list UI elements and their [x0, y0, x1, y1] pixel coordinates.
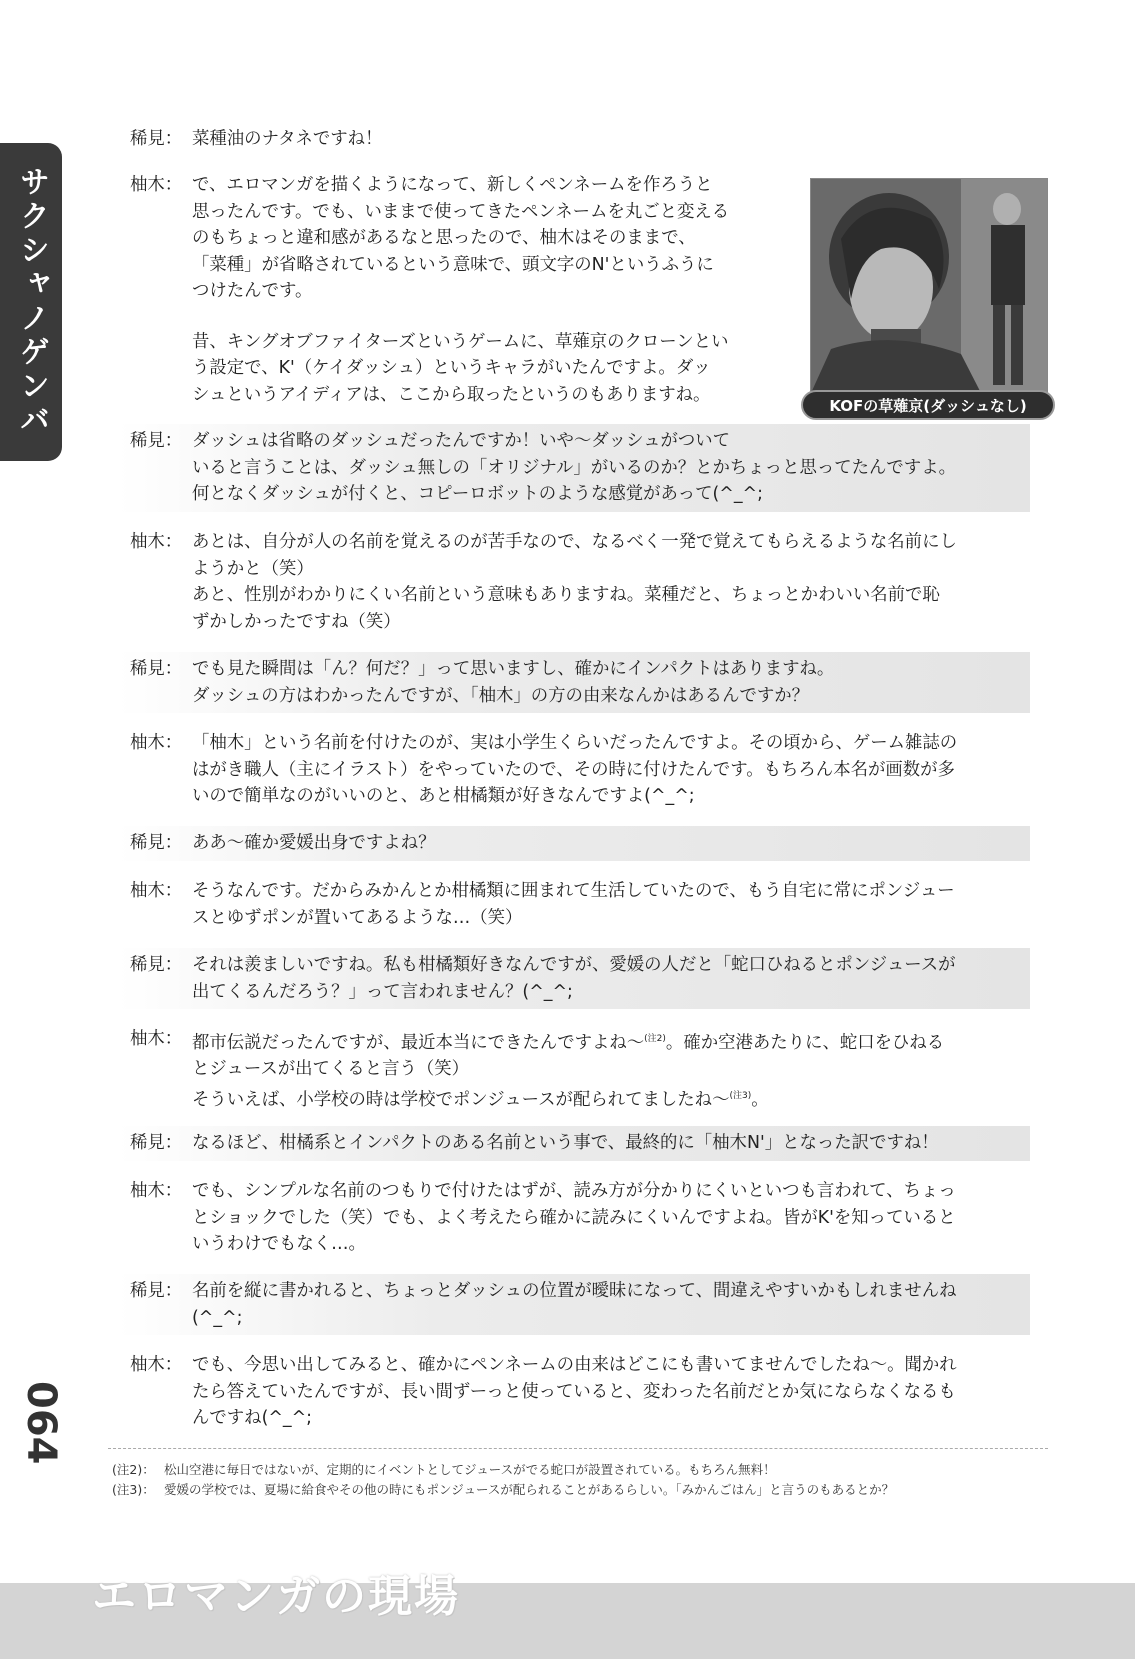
speaker-label: 柚木： — [130, 881, 183, 901]
photo-caption: KOFの草薙京(ダッシュなし) — [801, 390, 1055, 420]
footnote-label: (注2)： — [112, 1462, 155, 1477]
dialogue-text: 都市伝説だったんですが、最近本当にできたんですよね～ — [192, 1032, 645, 1053]
dialogue-line: (^_^; — [192, 1307, 243, 1328]
speaker-label: 柚木： — [130, 1355, 183, 1375]
dialogue-block — [118, 525, 1030, 639]
dialogue-line: とジュースが出てくると言う（笑） — [192, 1059, 470, 1080]
dialogue-text: そういえば、小学校の時は学校でポンジュースが配られてましたね～ — [192, 1089, 730, 1110]
dialogue-line: でも見た瞬間は「ん？何だ？」って思いますし、確かにインパクトはありますね。 — [192, 659, 835, 679]
dialogue-line: いると言うことは、ダッシュ無しの「オリジナル」がいるのか？とかちょっと思ってたんですよ。 — [192, 457, 956, 478]
speaker-label: 柚木： — [130, 1181, 183, 1201]
dialogue-line: スとゆずポンが置いてあるような…（笑） — [192, 907, 523, 928]
dialogue-line: いうわけでもなく…。 — [192, 1234, 366, 1254]
dialogue-line: 「菜種」が省略されているという意味で、頭文字のN'というふうに — [192, 254, 714, 275]
dialogue-block — [118, 1174, 1030, 1262]
dialogue-line: そうなんです。だからみかんとか柑橘類に囲まれて生活していたので、もう自宅に常にポンジュー — [192, 881, 955, 901]
footnote — [112, 1480, 1042, 1498]
character-photo — [810, 178, 1048, 394]
dialogue-line: はがき職人（主にイラスト）をやっていたので、その時に付けたんです。もちろん本名が画数が多 — [192, 759, 955, 780]
dialogue-line: のもちょっと違和感があるなと思ったので、柚木はそのままで、 — [192, 228, 696, 248]
dialogue-line: つけたんです。 — [192, 281, 313, 301]
page-number-text: 064 — [18, 1381, 64, 1465]
speaker-label: 柚木： — [130, 1029, 183, 1049]
dialogue-text: 。 — [751, 1089, 769, 1110]
dialogue-block — [118, 948, 1030, 1009]
dialogue-line: あと、性別がわかりにくい名前という意味もありますね。菜種だと、ちょっとかわいい名前で恥 — [192, 585, 940, 605]
dialogue-line: ダッシュは省略のダッシュだったんですか！いや～ダッシュがついて — [192, 431, 731, 451]
dialogue-line: 名前を縦に書かれると、ちょっとダッシュの位置が曖昧になって、間違えやすいかもしれませんね — [192, 1281, 957, 1301]
speaker-label: 稀見： — [130, 431, 183, 451]
dialogue-line: んですね(^_^; — [192, 1408, 313, 1428]
dialogue-line — [192, 1026, 1024, 1056]
dialogue-line: う設定で、K'（ケイダッシュ）というキャラがいたんですよ。ダッ — [192, 358, 711, 378]
dialogue-line: ダッシュの方はわかったんですが、「柚木」の方の由来なんかはあるんですか？ — [192, 685, 810, 706]
speaker-label: 稀見： — [130, 955, 183, 975]
speaker-label: 柚木： — [130, 532, 183, 552]
footnote-label: (注3)： — [112, 1482, 155, 1497]
dialogue-line: それは羨ましいですね。私も柑橘類好きなんですが、愛媛の人だと「蛇口ひねるとポンジュースが — [192, 955, 956, 975]
dialogue-block — [118, 1348, 1030, 1436]
dialogue-block — [118, 1022, 1030, 1117]
dialogue-line: 「柚木」という名前を付けたのが、実は小学生くらいだったんですよ。その頃から、ゲーム雑誌の — [192, 733, 958, 753]
dialogue-line: ずかしかったですね（笑） — [192, 611, 401, 632]
dialogue-block — [118, 1126, 1030, 1161]
dialogue-line: いので簡単なのがいいのと、あと柑橘類が好きなんですよ(^_^; — [192, 786, 695, 806]
dialogue-block — [118, 652, 1030, 713]
section-side-tab — [0, 143, 62, 461]
speaker-label: 柚木： — [130, 175, 183, 195]
side-tab-label: サクシャノゲンバ — [14, 166, 49, 438]
speaker-label: 稀見： — [130, 833, 183, 853]
character-illustration — [811, 179, 1047, 393]
dialogue-line: でも、今思い出してみると、確かにペンネームの由来はどこにも書いてませんでしたね～。聞かれ — [192, 1355, 957, 1375]
dialogue-line: で、エロマンガを描くようになって、新しくペンネームを作ろうと — [192, 175, 713, 195]
dialogue-line: 出てくるんだろう？」って言われません？(^_^; — [192, 981, 573, 1002]
dialogue-block — [118, 726, 1030, 814]
speaker-label: 稀見： — [130, 1281, 183, 1301]
dialogue-line — [192, 1083, 1024, 1113]
dialogue-line: とショックでした（笑）でも、よく考えたら確かに読みにくいんですよね。皆がK'を知っていると — [192, 1207, 956, 1228]
dialogue-line: でも、シンプルな名前のつもりで付けたはずが、読み方が分かりにくいといつも言われて、ちょっ — [192, 1181, 956, 1201]
dialogue-block — [118, 168, 798, 412]
footnote — [112, 1460, 1042, 1478]
speaker-label: 稀見： — [130, 659, 183, 679]
page-number — [10, 1368, 72, 1478]
footnote-divider — [108, 1448, 1048, 1449]
dialogue-block — [118, 424, 1030, 512]
dialogue-block — [118, 1274, 1030, 1335]
speaker-label: 稀見： — [130, 1133, 183, 1153]
dialogue-line: なるほど、柑橘系とインパクトのある名前という事で、最終的に「柚木N'」となった訳ですね！ — [192, 1133, 939, 1153]
dialogue-text: 。確か空港あたりに、蛇口をひねる — [665, 1032, 945, 1053]
dialogue-line: 菜種油のナタネですね！ — [192, 129, 383, 149]
footnote-text: 愛媛の学校では、夏場に給食やその他の時にもポンジュースが配られることがあるらしい。「みかんごはん」と言うのもあるとか？ — [164, 1482, 895, 1497]
dialogue-line: シュというアイディアは、ここから取ったというのもありますね。 — [192, 384, 711, 405]
dialogue-line: あとは、自分が人の名前を覚えるのが苦手なので、なるべく一発で覚えてもらえるような名前にし — [192, 532, 957, 552]
footer-title: エロマンガの現場 — [92, 1571, 460, 1622]
dialogue-block — [118, 826, 1030, 861]
dialogue-block — [118, 122, 1030, 157]
dialogue-block — [118, 874, 1030, 935]
footnote-text: 松山空港に毎日ではないが、定期的にイベントとしてジュースがでる蛇口が設置されている。もちろん無料！ — [164, 1462, 776, 1477]
dialogue-line: たら答えていたんですが、長い間ずーっと使っていると、変わった名前だとか気にならなくなるも — [192, 1381, 956, 1402]
dialogue-line: 思ったんです。でも、いままで使ってきたペンネームを丸ごと変える — [192, 201, 730, 222]
footnote-ref: (注2) — [644, 1034, 666, 1044]
dialogue-line: 何となくダッシュが付くと、コピーロボットのような感覚があって(^_^; — [192, 484, 763, 504]
footnote-ref: (注3) — [729, 1090, 752, 1101]
dialogue-line: ようかと（笑） — [192, 558, 314, 579]
speaker-label: 稀見： — [130, 129, 183, 149]
speaker-label: 柚木： — [130, 733, 183, 753]
dialogue-line: ああ～確か愛媛出身ですよね？ — [192, 833, 436, 853]
dialogue-line: 昔、キングオブファイターズというゲームに、草薙京のクローンとい — [192, 331, 729, 352]
